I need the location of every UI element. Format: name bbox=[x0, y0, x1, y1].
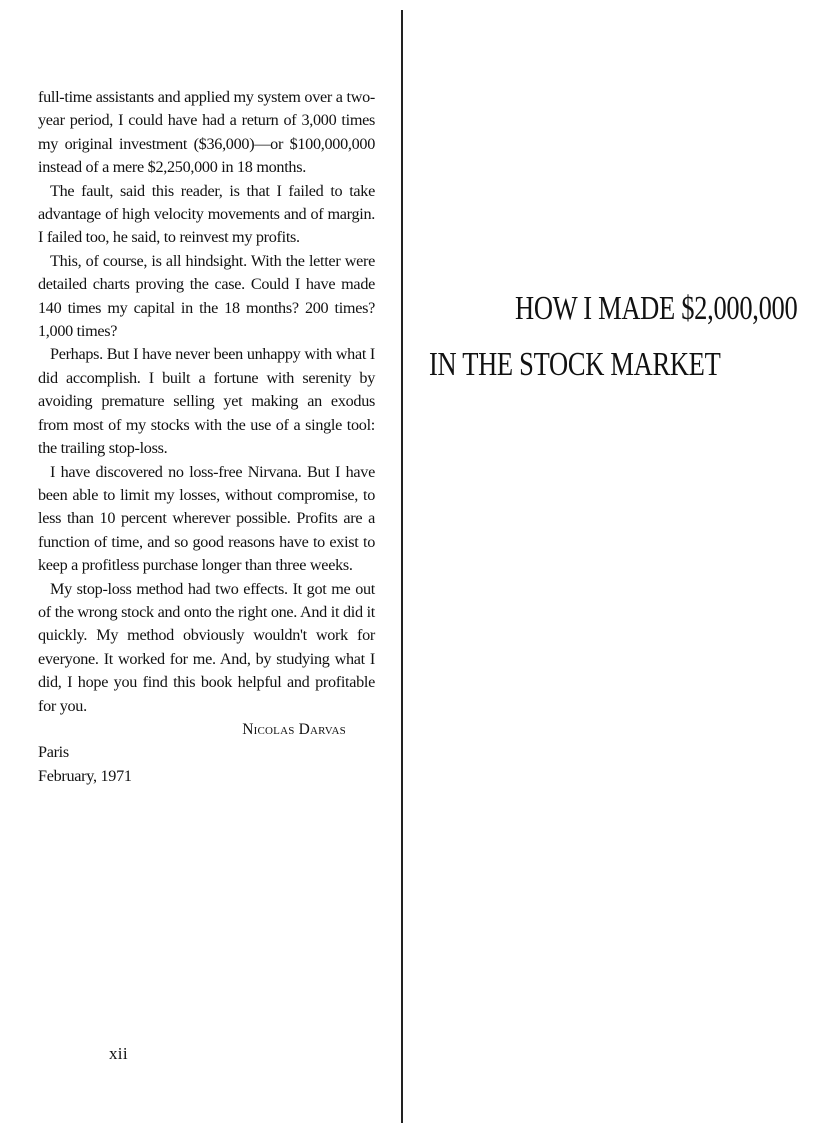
date-line: February, 1971 bbox=[38, 766, 132, 785]
paragraph-1: full-time assistants and applied my system over a two-year period, I could have had a return of 3,000 times my original investment ($36,000)—or $100,000,000 instead of a mere $2,250,000 in 18 months. bbox=[38, 88, 375, 177]
page-gutter-divider bbox=[401, 10, 403, 1123]
book-title-line-1: HOW I MADE $2,000,000 bbox=[515, 290, 798, 327]
author-signature: Nicolas Darvas bbox=[242, 720, 346, 738]
book-title-line-2: IN THE STOCK MARKET bbox=[429, 346, 721, 383]
place-line: Paris bbox=[38, 743, 69, 762]
left-page bbox=[38, 86, 375, 788]
page-number: xii bbox=[109, 1044, 128, 1063]
paragraph-5: I have discovered no loss-free Nirvana. But I have been able to limit my losses, without compromise, to less than 10 percent wherever possible. Profits are a function of time, and so good reasons have to exist to keep a profitless purchase longer than three weeks. bbox=[38, 462, 375, 575]
paragraph-2: The fault, said this reader, is that I failed to take advantage of high velocity movements and of margin. I failed too, he said, to reinvest my profits. bbox=[38, 181, 375, 247]
paragraph-6: My stop-loss method had two effects. It got me out of the wrong stock and onto the right one. And it did it quickly. My method obviously wouldn't work for everyone. It worked for me. And, by studying what I did, I hope you find this book helpful and profitable for you. bbox=[38, 579, 375, 715]
paragraph-4: Perhaps. But I have never been unhappy with what I did accomplish. I built a fortune with serenity by avoiding premature selling yet making an exodus from most of my stocks with the use of a single tool: the trailing stop-loss. bbox=[38, 345, 375, 458]
paragraph-3: This, of course, is all hindsight. With the letter were detailed charts proving the case. Could I have made 140 times my capital in the 18 months? 200 times? 1,000 times? bbox=[38, 251, 375, 341]
